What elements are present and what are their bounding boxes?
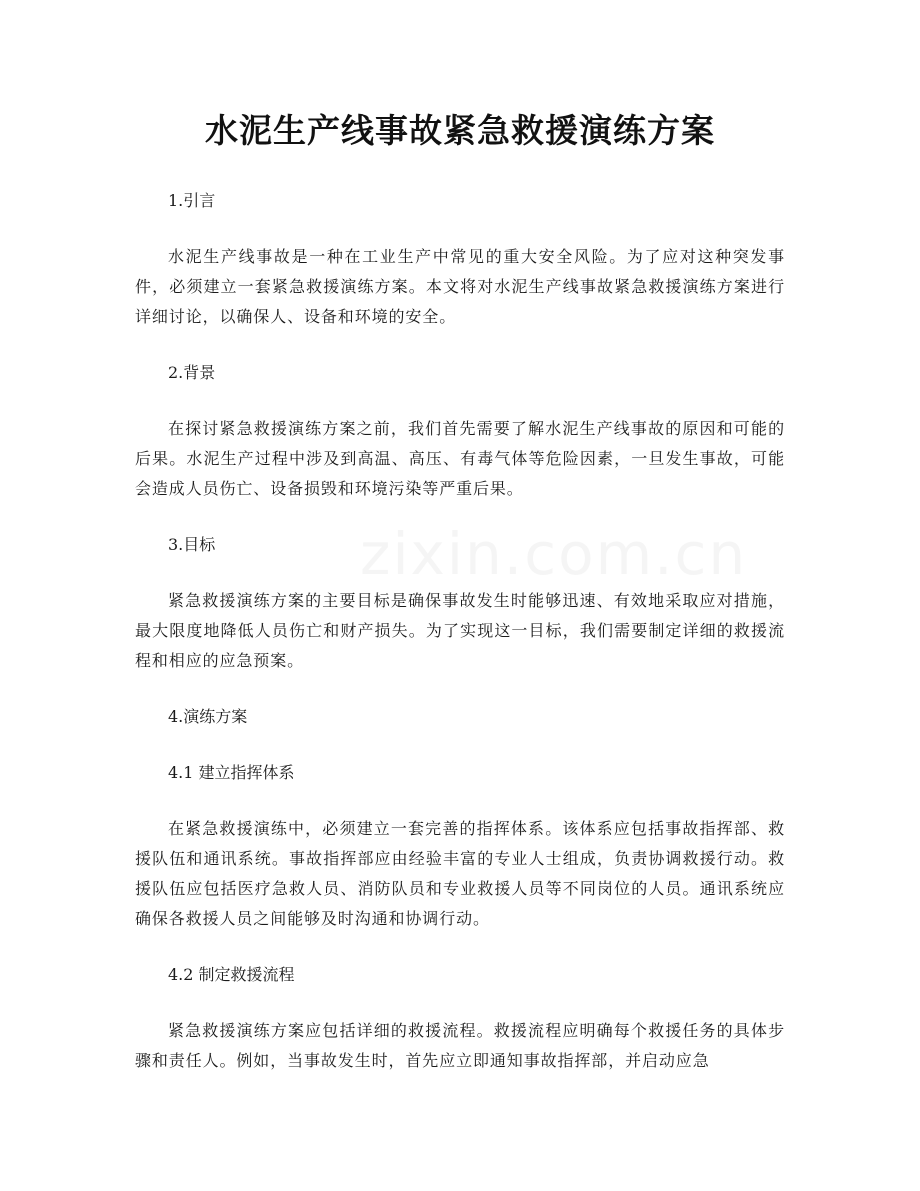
subsection-heading-command-system: 4.1 建立指挥体系: [168, 763, 295, 782]
subsection-heading-rescue-process: 4.2 制定救援流程: [168, 965, 295, 984]
watermark: zixin.com.cn: [360, 520, 748, 588]
section-heading-drill-plan: 4.演练方案: [168, 707, 248, 726]
paragraph-background: 在探讨紧急救援演练方案之前，我们首先需要了解水泥生产线事故的原因和可能的后果。水泥生产过程中涉及到高温、高压、有毒气体等危险因素，一旦发生事故，可能会造成人员伤亡、设备损毁和环境污染等严重后果。: [135, 419, 785, 498]
section-heading-goals: 3.目标: [168, 535, 216, 554]
paragraph-rescue-process: 紧急救援演练方案应包括详细的救援流程。救援流程应明确每个救援任务的具体步骤和责任人。例如，当事故发生时，首先应立即通知事故指挥部，并启动应急: [135, 1021, 785, 1070]
paragraph-goals: 紧急救援演练方案的主要目标是确保事故发生时能够迅速、有效地采取应对措施，最大限度地降低人员伤亡和财产损失。为了实现这一目标，我们需要制定详细的救援流程和相应的应急预案。: [135, 591, 785, 670]
section-heading-introduction: 1.引言: [168, 191, 216, 210]
section-heading-background: 2.背景: [168, 363, 216, 382]
document-title: 水泥生产线事故紧急救援演练方案: [205, 111, 715, 150]
document-body: [135, 186, 785, 1102]
paragraph-command-system: 在紧急救援演练中，必须建立一套完善的指挥体系。该体系应包括事故指挥部、救援队伍和通讯系统。事故指挥部应由经验丰富的专业人士组成，负责协调救援行动。救援队伍应包括医疗急救人员、消防队员和专业救援人员等不同岗位的人员。通讯系统应确保各救援人员之间能够及时沟通和协调行动。: [135, 819, 785, 928]
paragraph-introduction: 水泥生产线事故是一种在工业生产中常见的重大安全风险。为了应对这种突发事件，必须建立一套紧急救援演练方案。本文将对水泥生产线事故紧急救援演练方案进行详细讨论，以确保人、设备和环境的安全。: [135, 247, 785, 326]
